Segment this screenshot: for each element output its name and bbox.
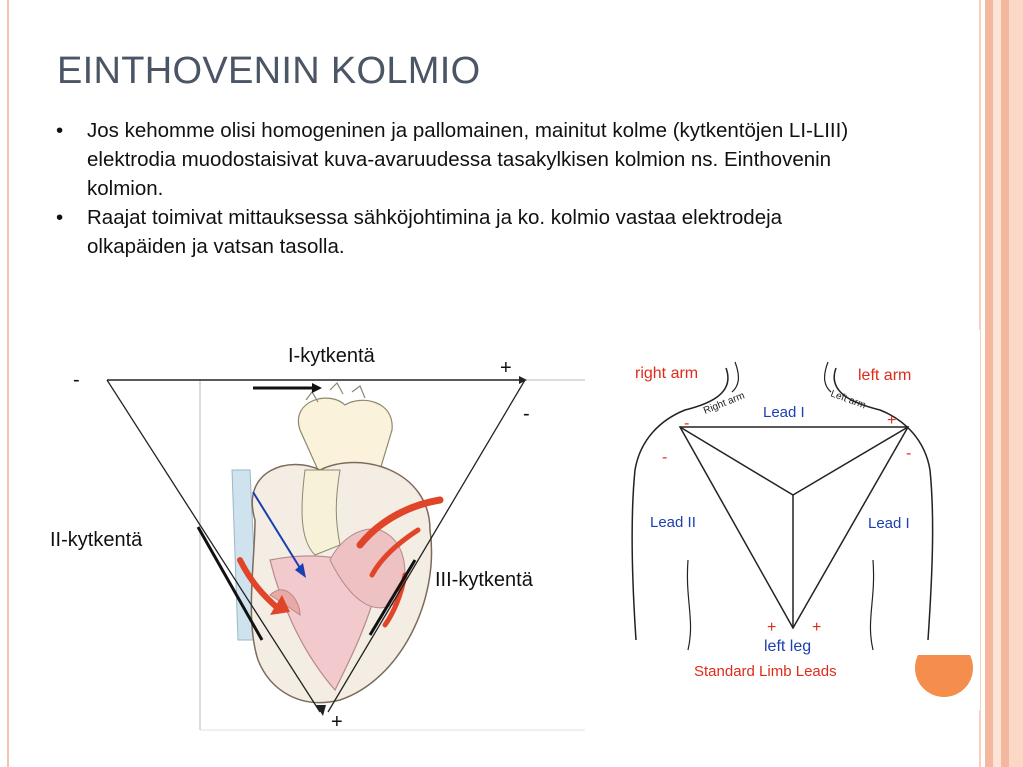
- left-arm-small-label: Left arm: [828, 388, 868, 412]
- bullet-item: [56, 116, 856, 203]
- plus-sign-top-right: +: [500, 357, 512, 379]
- bullet-dot: •: [56, 119, 64, 142]
- limb-leads-figure: [600, 330, 980, 710]
- slide-title: EINTHOVENIN KOLMIO: [57, 50, 481, 92]
- heart-triangle-figure: [0, 330, 600, 767]
- lead2-label: II-kytkentä: [50, 529, 143, 551]
- lead1-label: I-kytkentä: [288, 345, 375, 367]
- bullet-text: Jos kehomme olisi homogeninen ja pallomainen, mainitut kolme (kytkentöjen LI-LIII) elektrodia muodostaisivat kuva-avaruudessa tasakylkisen kolmion ns. Einthovenin kolmion.: [87, 119, 849, 200]
- bullet-text: Raajat toimivat mittauksessa sähköjohtimina ja ko. kolmio vastaa elektrodeja olkapäiden ja vatsan tasolla.: [87, 206, 783, 258]
- bullet-item: [56, 203, 856, 261]
- plus-sign: +: [887, 412, 897, 429]
- lead-1-right-label: Lead I: [868, 515, 910, 532]
- right-arm-small-label: Right arm: [702, 390, 747, 417]
- left-leg-label: left leg: [764, 638, 812, 655]
- minus-sign-right: -: [523, 403, 530, 425]
- minus-sign: -: [906, 445, 912, 462]
- caption-label: Standard Limb Leads: [694, 663, 837, 680]
- lead3-label: III-kytkentä: [435, 569, 533, 591]
- orange-decorative-dot: [915, 655, 973, 700]
- bullet-dot: •: [56, 206, 64, 229]
- left-arm-label: left arm: [858, 367, 912, 384]
- right-decorative-stripes: [975, 0, 1023, 767]
- right-arm-label: right arm: [635, 365, 699, 382]
- minus-sign: -: [684, 415, 690, 432]
- minus-sign-top-left: -: [73, 369, 80, 391]
- heart-illustration: [232, 383, 440, 703]
- plus-sign-bottom: +: [331, 711, 343, 733]
- minus-sign: -: [662, 449, 668, 466]
- plus-sign: +: [767, 619, 777, 636]
- lead-2-label: Lead II: [650, 514, 696, 531]
- lead-1-top-label: Lead I: [763, 404, 805, 421]
- bullet-list: [56, 116, 856, 261]
- plus-sign: +: [812, 619, 822, 636]
